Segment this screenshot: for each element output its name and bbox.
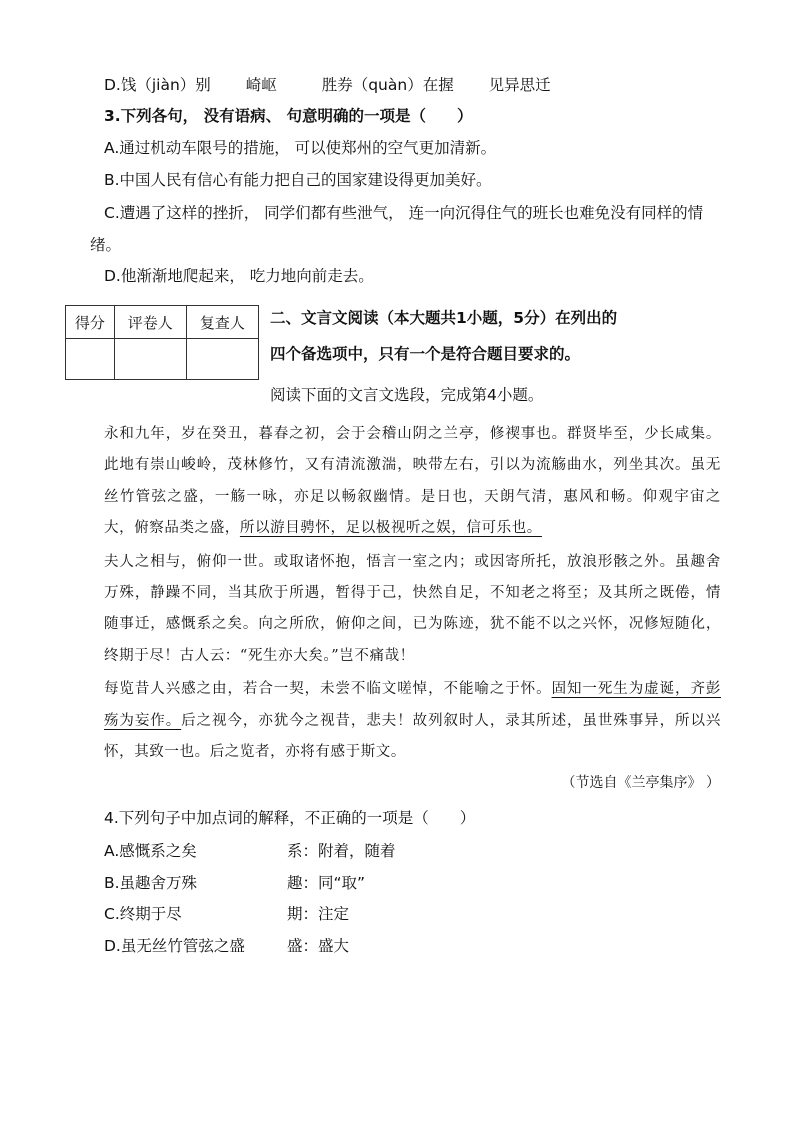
q4-stem: 4.下列句子中加点词的解释，不正确的一项是（ ）: [104, 809, 476, 827]
q4-a-gloss: 系：附着，随着: [287, 842, 396, 860]
q4-option-b: [104, 873, 365, 893]
q2-d-word4: 见异思迁: [488, 76, 551, 94]
q4-c-gloss: 期：注定: [287, 905, 350, 923]
q2-d-word2: 崎岖: [245, 76, 277, 94]
section2-title-line2: 四个备选项中，只有一个是符合题目要求的。: [270, 345, 581, 363]
score-cell: [66, 339, 115, 380]
q3-option-d: D.他渐渐地爬起来， 吃力地向前走去。: [104, 267, 374, 285]
score-header-score: 得分: [66, 306, 115, 339]
passage-p3-text-b: 后之视今，亦犹今之视昔，悲夫！故列叙时人，录其所述，虽世殊事异，所以兴怀，其致一也。后之览者，亦将有感于斯文。: [104, 712, 722, 761]
score-table: [65, 305, 259, 380]
passage-paragraph-1: [104, 419, 721, 545]
passage-paragraph-3: [104, 674, 721, 768]
q4-b-gloss: 趣：同“取”: [287, 874, 366, 892]
q4-d-gloss: 盛：盛大: [287, 937, 350, 955]
q3-stem: 3.下列各句， 没有语病、 句意明确的一项是（ ）: [104, 107, 473, 125]
q4-option-c: [104, 904, 349, 924]
q4-b-sentence: B.虽趣舍万殊: [104, 874, 198, 892]
q4-a-sentence: A.感慨系之矣: [104, 842, 197, 860]
classical-passage: [104, 419, 721, 768]
q3-option-a: A.通过机动车限号的措施， 可以使郑州的空气更加清新。: [104, 139, 497, 157]
passage-paragraph-2: [104, 547, 721, 673]
q4-option-a: [104, 841, 396, 861]
q4-option-d: [104, 936, 349, 956]
section2-instruction: 阅读下面的文言文选段，完成第4小题。: [270, 386, 544, 404]
score-header-grader: 评卷人: [114, 306, 186, 339]
passage-source: （节选自《兰亭集序》 ）: [561, 775, 720, 791]
q3-option-b: B.中国人民有信心有能力把自己的国家建设得更加美好。: [104, 171, 492, 189]
section2-title-line1: 二、文言文阅读（本大题共1小题，5分）在列出的: [270, 309, 618, 327]
q3-option-c-line2: 绪。: [90, 236, 122, 254]
passage-p1-underlined: 所以游目骋怀，足以极视听之娱，信可乐也。: [239, 520, 542, 537]
q2-d-word1: D.饯（jiàn）别: [104, 76, 211, 94]
q4-d-sentence: D.虽无丝竹管弦之盛: [104, 937, 245, 955]
q2-d-word3: 胜券（quàn）在握: [321, 76, 454, 94]
passage-p3-underlined: 固知一死生为虚诞，齐彭殇为妄作。: [104, 681, 721, 729]
q3-option-c-line1: C.遭遇了这样的挫折， 同学们都有些泄气， 连一向沉得住气的班长也难免没有同样的情: [104, 204, 704, 222]
score-header-reviewer: 复查人: [186, 306, 258, 339]
reviewer-cell: [186, 339, 258, 380]
q4-c-sentence: C.终期于尽: [104, 905, 182, 923]
passage-p2-text: 夫人之相与，俯仰一世。或取诸怀抱，悟言一室之内；或因寄所托，放浪形骸之外。虽趣舍万殊，静躁不同，当其欣于所遇，暂得于己，快然自足，不知老之将至；及其所之既倦，情随事迁，感慨系之矣。向之所欣，俯仰之间，已为陈迹，犹不能不以之兴怀，况修短随化，终期于尽！古人云：“死生亦大矣。”岂不痛哉！: [104, 553, 721, 664]
passage-p1-text: 永和九年，岁在癸丑，暮春之初，会于会稽山阴之兰亭，修禊事也。群贤毕至，少长咸集。此地有崇山峻岭，茂林修竹，又有清流激湍，映带左右，引以为流觞曲水，列坐其次。虽无丝竹管弦之盛，一觞一咏，亦足以畅叙幽情。是日也，天朗气清，惠风和畅。仰观宇宙之大，俯察品类之盛，: [104, 426, 721, 537]
q2-option-d: [104, 75, 551, 95]
passage-p3-text-a: 每览昔人兴感之由，若合一契，未尝不临文嗟悼，不能喻之于怀。: [104, 681, 552, 698]
grader-cell: [114, 339, 186, 380]
